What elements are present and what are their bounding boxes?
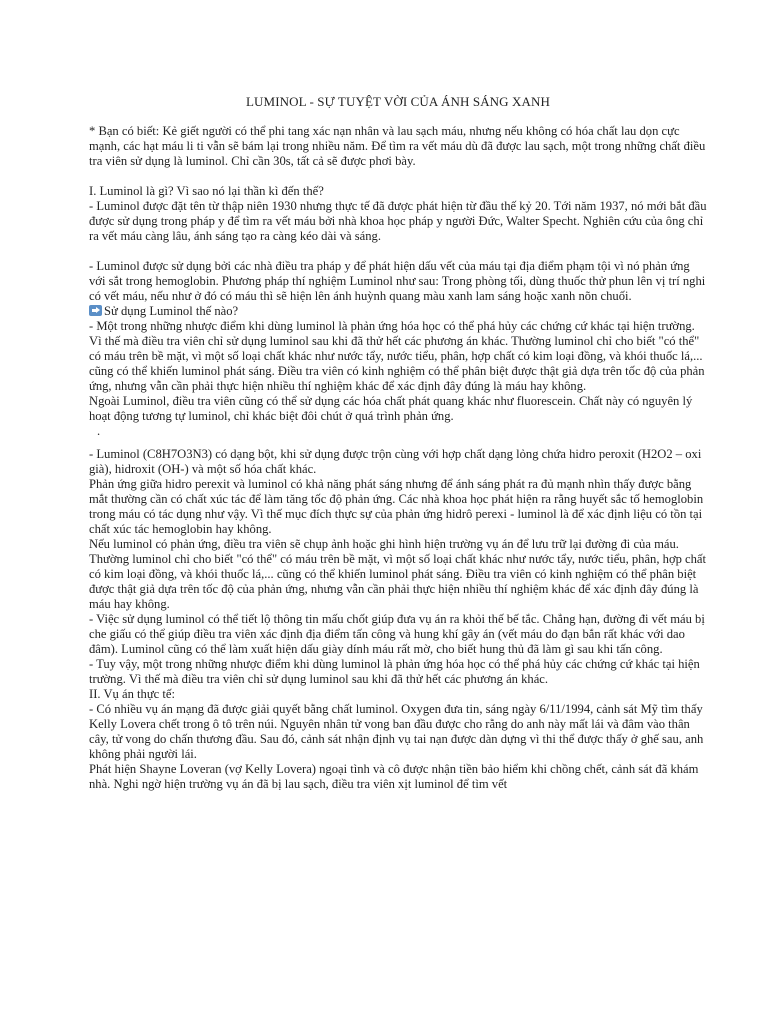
usage-heading: Sử dụng Luminol thế nào? bbox=[104, 304, 239, 318]
document-body bbox=[89, 94, 707, 792]
section-heading-1: I. Luminol là gì? Vì sao nó lại thần kì đến thế? bbox=[89, 184, 324, 198]
document-title: LUMINOL - SỰ TUYỆT VỜI CỦA ÁNH SÁNG XANH bbox=[246, 94, 550, 109]
usage-heading-line bbox=[89, 304, 707, 319]
paragraph-case-investigation: Phát hiện Shayne Loveran (vợ Kelly Lovera) ngoại tình và cô được nhận tiền bảo hiểm khi chồng chết, cảnh sát đã khám nhà. Nghi ngờ hiện trường vụ án đã bị lau sạch, điều tra viên xịt luminol để tìm vết bbox=[89, 762, 699, 791]
section-heading-2: II. Vụ án thực tế: bbox=[89, 687, 175, 701]
paragraph-recording: Nếu luminol có phản ứng, điều tra viên sẽ chụp ảnh hoặc ghi hình hiện trường vụ án để lưu trữ lại đường đi của máu. Thường luminol chỉ cho biết "có thể" có máu trên bề mặt, vì một số loại chất khác như nước tẩy, nước tiểu, phân, hợp chất có kim loại đồng, và khói thuốc lá,... cũng có thể khiến luminol phát sáng. Điều tra viên có kinh nghiệm có thể phân biệt được thật giả dựa trên tốc độ của phản ứng, nhưng vẫn cần phải thực hiện nhiều thí nghiệm khác để xác định đây đúng là máu hay không. bbox=[89, 537, 707, 611]
paragraph-composition: - Luminol (C8H7O3N3) có dạng bột, khi sử dụng được trộn cùng với hợp chất dạng lỏng chứa hidro peroxit (H2O2 – oxi già), hidroxit (OH-) và một số hóa chất khác. bbox=[89, 447, 702, 476]
arrow-right-icon bbox=[89, 305, 102, 316]
paragraph-fluorescein: Ngoài Luminol, điều tra viên cũng có thể sử dụng các hóa chất phát quang khác như fluorescein. Chất này có nguyên lý hoạt động tương tự luminol, chỉ khác biệt đôi chút ở quá trình phản ứng. bbox=[89, 394, 693, 423]
paragraph-case-lovera: - Có nhiều vụ án mạng đã được giải quyết bằng chất luminol. Oxygen đưa tin, sáng ngày 6/11/1994, cảnh sát Mỹ tìm thấy Kelly Lovera chết trong ô tô trên núi. Nguyên nhân tử vong ban đầu được cho rằng do anh này mất lái và đâm vào thân cây, tử vong do chấn thương đầu. Sau đó, cảnh sát nhận định vụ tai nạn được dàn dựng vì thi thể được thấy ở ghế sau, anh không phải người lái. bbox=[89, 702, 704, 761]
paragraph-reaction: Phản ứng giữa hidro perexit và luminol có khả năng phát sáng nhưng để ánh sáng phát ra đủ mạnh nhìn thấy được bằng mắt thường cần có chất xúc tác để làm tăng tốc độ phản ứng. Các nhà khoa học phát hiện ra rằng huyết sắc tố hemoglobin trong máu có tác dụng như vậy. Vì thế mục đích thực sự của phản ứng hidrô perexi - luminol là để xác định liệu có tồn tại chất xúc tác hemoglobin hay không. bbox=[89, 477, 704, 536]
separator-dot: . bbox=[97, 424, 101, 438]
paragraph-history: - Luminol được đặt tên từ thập niên 1930 nhưng thực tế đã được phát hiện từ đầu thế kỷ 20. Tới năm 1937, nó mới bắt đầu được sử dụng trong pháp y để tìm ra vết máu bởi nhà khoa học pháp y người Đức, Walter Specht. Nghiên cứu của ông chỉ ra vết máu càng lâu, ánh sáng tạo ra càng kéo dài và sáng. bbox=[89, 199, 707, 243]
intro-paragraph: * Bạn có biết: Kẻ giết người có thể phi tang xác nạn nhân và lau sạch máu, nhưng nếu không có hóa chất lau dọn cực mạnh, các hạt máu li ti vẫn sẽ bám lại trong nhiều năm. Để tìm ra vết máu dù đã được lau sạch, một trong những chất điều tra viên sử dụng là luminol. Chỉ cần 30s, tất cả sẽ được phơi bày. bbox=[89, 124, 706, 168]
paragraph-limitations: - Tuy vậy, một trong những nhược điểm khi dùng luminol là phản ứng hóa học có thể phá hủy các chứng cứ khác tại hiện trường. Vì thế mà điều tra viên chỉ sử dụng luminol sau khi đã thử hết các phương án khác. bbox=[89, 657, 700, 686]
paragraph-key-information: - Việc sử dụng luminol có thể tiết lộ thông tin mấu chốt giúp đưa vụ án ra khỏi thế bế tắc. Chẳng hạn, đường đi vết máu bị che giấu có thể giúp điều tra viên xác định địa điểm tấn công và hung khí gây án (vết máu do đạn bắn rất khác với dao đâm). Luminol cũng có thể làm xuất hiện dấu giày dính máu rất mờ, cho biết hung thủ đã làm gì sau khi tấn công. bbox=[89, 612, 705, 656]
paragraph-usage-forensic: - Luminol được sử dụng bởi các nhà điều tra pháp y để phát hiện dấu vết của máu tại địa điểm phạm tội vì nó phản ứng với sắt trong hemoglobin. Phương pháp thí nghiệm Luminol như sau: Trong phòng tối, dùng thuốc thử phun lên vị trí nghi có vết máu, nếu như ở đó có máu thì sẽ hiện lên ánh huỳnh quang màu xanh lam sáng hoặc xanh nõn chuối. bbox=[89, 259, 706, 303]
paragraph-drawbacks: - Một trong những nhược điểm khi dùng luminol là phản ứng hóa học có thể phá hủy các chứng cứ khác tại hiện trường. Vì thế mà điều tra viên chỉ sử dụng luminol sau khi đã thử hết các phương án khác. Thường luminol chỉ cho biết "có thể" có máu trên bề mặt, vì một số loại chất khác như nước tẩy, nước tiểu, phân, hợp chất có kim loại đồng, và khói thuốc lá,... cũng có thể khiến luminol phát sáng. Điều tra viên có kinh nghiệm có thể phân biệt được thật giả dựa trên tốc độ của phản ứng, nhưng vẫn cần phải thực hiện nhiều thí nghiệm khác để xác định đây đúng là máu hay không. bbox=[89, 319, 705, 393]
